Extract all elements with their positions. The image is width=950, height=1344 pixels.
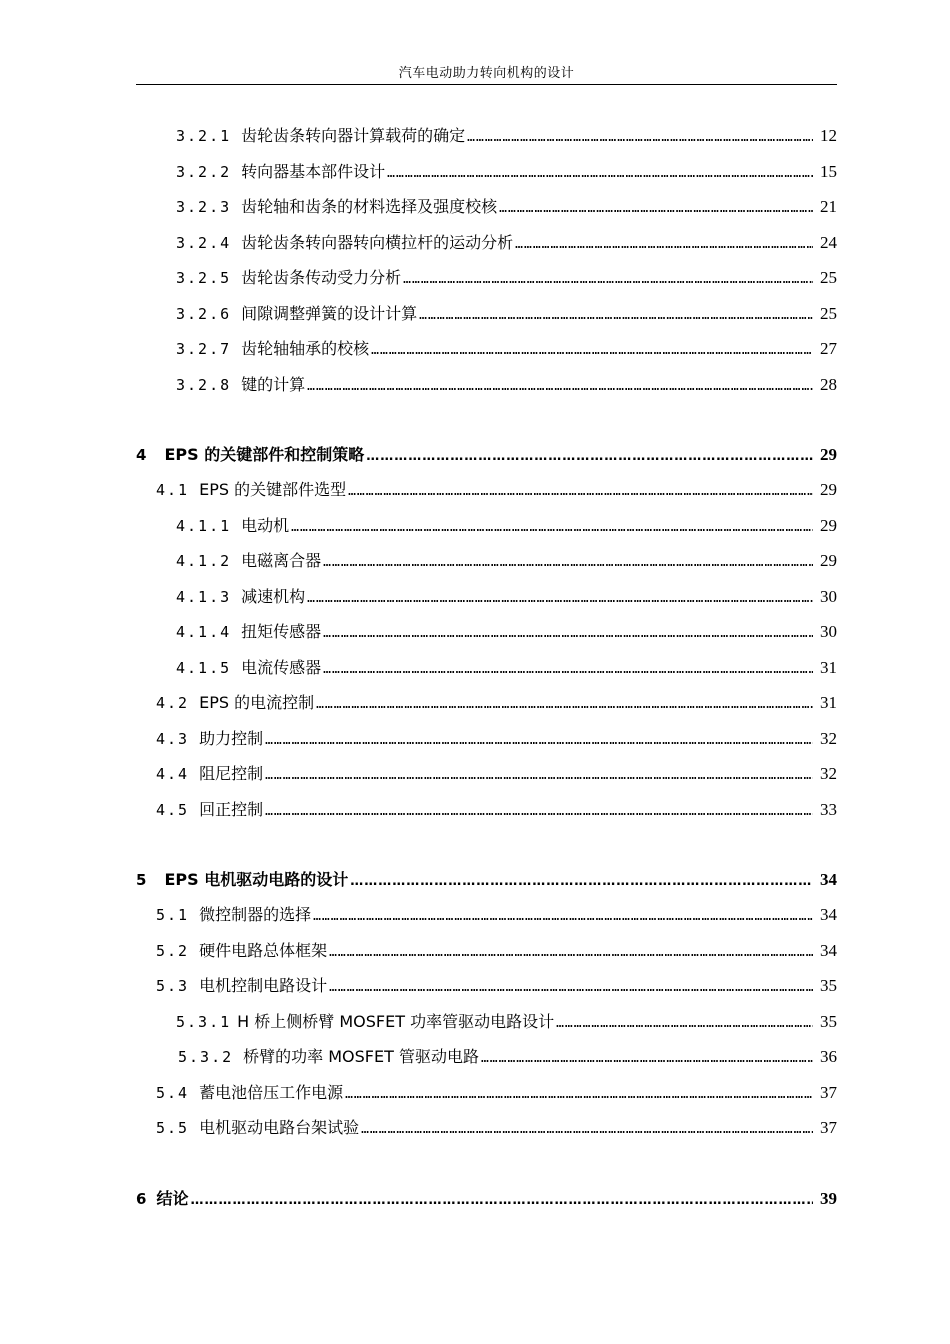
- toc-leader: [467, 127, 813, 149]
- toc-number: 4.2: [156, 694, 190, 712]
- toc-number: 4.1.2: [176, 552, 232, 570]
- toc-entry[interactable]: [156, 1117, 837, 1139]
- toc-leader: [265, 765, 813, 787]
- toc-page: 29: [820, 445, 837, 464]
- toc-entry[interactable]: [176, 232, 837, 254]
- toc-page: 33: [820, 800, 837, 819]
- toc-entry[interactable]: [156, 763, 837, 785]
- toc-leader: [387, 163, 813, 185]
- toc-number: 4.1.3: [176, 588, 232, 606]
- toc-number: 3.2.8: [176, 376, 232, 394]
- toc-title: 桥臂的功率 MOSFET 管驱动电路: [243, 1047, 479, 1066]
- toc-page: 31: [820, 658, 837, 677]
- toc-title: 转向器基本部件设计: [241, 162, 386, 181]
- toc-page: 32: [820, 729, 837, 748]
- toc-title: 减速机构: [241, 587, 306, 606]
- toc-number: 5.1: [156, 906, 190, 924]
- toc-number: 5.3.1: [176, 1013, 232, 1031]
- toc-leader: [350, 871, 813, 893]
- toc-title: 电流传感器: [241, 658, 322, 677]
- toc-leader: [307, 588, 813, 610]
- toc-entry[interactable]: [176, 161, 837, 183]
- toc-page: 24: [820, 233, 837, 252]
- toc-title: EPS 的关键部件和控制策略: [164, 445, 365, 464]
- toc-page: 21: [820, 197, 837, 216]
- toc-title: 电机控制电路设计: [199, 976, 328, 995]
- running-header: 汽车电动助力转向机构的设计: [398, 66, 575, 81]
- toc-page: 34: [820, 941, 837, 960]
- toc-title: EPS 的关键部件选型: [199, 480, 347, 499]
- toc-title: 阻尼控制: [199, 764, 264, 783]
- toc-leader: [419, 305, 813, 327]
- toc-title: 键的计算: [241, 375, 306, 394]
- toc-page: 34: [820, 905, 837, 924]
- toc-page: 31: [820, 693, 837, 712]
- toc-title: 微控制器的选择: [199, 905, 312, 924]
- toc-number: 6: [136, 1190, 147, 1208]
- toc-number: 4.1.5: [176, 659, 232, 677]
- toc-chapter[interactable]: [136, 444, 837, 466]
- toc-leader: [323, 623, 813, 645]
- toc-page: 25: [820, 268, 837, 287]
- toc-leader: [403, 269, 813, 291]
- toc-leader: [329, 977, 813, 999]
- toc-leader: [313, 906, 813, 928]
- toc-chapter[interactable]: [136, 869, 837, 891]
- toc-entry[interactable]: [176, 586, 837, 608]
- toc-number: 3.2.3: [176, 198, 232, 216]
- toc-page: 32: [820, 764, 837, 783]
- toc-number: 5.3: [156, 977, 190, 995]
- toc-entry[interactable]: [176, 657, 837, 679]
- toc-leader: [361, 1119, 813, 1141]
- toc-title: 齿轮齿条传动受力分析: [241, 268, 402, 287]
- toc-page: 34: [820, 870, 837, 889]
- toc-leader: [291, 517, 813, 539]
- toc-number: 4.1.4: [176, 623, 232, 641]
- toc-leader: [329, 942, 813, 964]
- toc-number: 4.3: [156, 730, 190, 748]
- toc-title: 结论: [156, 1189, 189, 1208]
- toc-title: 电磁离合器: [241, 551, 322, 570]
- toc-leader: [348, 481, 813, 503]
- toc-page: 29: [820, 551, 837, 570]
- toc-entry[interactable]: [176, 1011, 837, 1033]
- toc-page: 12: [820, 126, 837, 145]
- toc-leader: [481, 1048, 813, 1070]
- toc-entry[interactable]: [176, 550, 837, 572]
- toc-leader: [515, 234, 813, 256]
- toc-title: 电动机: [241, 516, 290, 535]
- toc-title: 齿轮轴轴承的校核: [241, 339, 370, 358]
- toc-number: 3.2.1: [176, 127, 232, 145]
- toc-page: 27: [820, 339, 837, 358]
- toc-title: 齿轮齿条转向器转向横拉杆的运动分析: [241, 233, 514, 252]
- toc-entry[interactable]: [156, 479, 837, 501]
- toc-entry[interactable]: [176, 515, 837, 537]
- toc-page: 37: [820, 1083, 837, 1102]
- toc-page: 28: [820, 375, 837, 394]
- toc-title: 电机驱动电路台架试验: [199, 1118, 360, 1137]
- toc-page: 35: [820, 1012, 837, 1031]
- toc-page: 37: [820, 1118, 837, 1137]
- toc-leader: [307, 376, 813, 398]
- toc-title: 齿轮轴和齿条的材料选择及强度校核: [241, 197, 498, 216]
- toc-page: 15: [820, 162, 837, 181]
- toc-number: 5.3.2: [178, 1048, 234, 1066]
- toc-title: 硬件电路总体框架: [199, 941, 328, 960]
- toc-number: 5.4: [156, 1084, 190, 1102]
- toc-number: 3.2.5: [176, 269, 232, 287]
- toc-leader: [323, 659, 813, 681]
- toc-number: 4.4: [156, 765, 190, 783]
- toc-entry[interactable]: [176, 125, 837, 147]
- toc-number: 5.2: [156, 942, 190, 960]
- toc-leader: [345, 1084, 813, 1106]
- toc-entry[interactable]: [176, 374, 837, 396]
- toc-number: 3.2.4: [176, 234, 232, 252]
- toc-page: 30: [820, 622, 837, 641]
- toc-leader: [366, 446, 813, 468]
- toc-leader: [556, 1013, 813, 1035]
- toc-entry[interactable]: [176, 338, 837, 360]
- toc-title: 齿轮齿条转向器计算载荷的确定: [241, 126, 466, 145]
- toc-entry[interactable]: [176, 267, 837, 289]
- toc-page: 29: [820, 516, 837, 535]
- toc-leader: [323, 552, 813, 574]
- toc-number: 4.1.1: [176, 517, 232, 535]
- toc-entry[interactable]: [156, 799, 837, 821]
- toc-leader: [190, 1190, 813, 1212]
- toc-page: 35: [820, 976, 837, 995]
- toc-title: 间隙调整弹簧的设计计算: [241, 304, 418, 323]
- toc-title: 蓄电池倍压工作电源: [199, 1083, 344, 1102]
- toc-number: 4: [136, 446, 147, 464]
- toc-title: 助力控制: [199, 729, 264, 748]
- toc-entry[interactable]: [156, 940, 837, 962]
- toc-number: 3.2.7: [176, 340, 232, 358]
- toc-page: 30: [820, 587, 837, 606]
- toc-leader: [265, 801, 813, 823]
- toc-page: 39: [820, 1189, 837, 1208]
- toc-entry[interactable]: [176, 303, 837, 325]
- toc-page: 36: [820, 1047, 837, 1066]
- toc-entry[interactable]: [156, 728, 837, 750]
- toc-page: 29: [820, 480, 837, 499]
- toc-title: 回正控制: [199, 800, 264, 819]
- toc-number: 3.2.2: [176, 163, 232, 181]
- toc-entry[interactable]: [156, 975, 837, 997]
- header-rule: [136, 84, 837, 85]
- toc-entry[interactable]: [178, 1046, 837, 1068]
- toc-title: EPS 的电流控制: [199, 693, 315, 712]
- toc-number: 5: [136, 871, 147, 889]
- toc-number: 5.5: [156, 1119, 190, 1137]
- toc-number: 4.1: [156, 481, 190, 499]
- toc-number: 4.5: [156, 801, 190, 819]
- toc-title: 扭矩传感器: [241, 622, 322, 641]
- toc-entry[interactable]: [156, 904, 837, 926]
- toc-leader: [316, 694, 813, 716]
- toc-leader: [371, 340, 813, 362]
- toc-chapter[interactable]: [136, 1188, 837, 1210]
- toc-number: 3.2.6: [176, 305, 232, 323]
- toc-leader: [265, 730, 813, 752]
- toc-entry[interactable]: [156, 692, 837, 714]
- toc-leader: [499, 198, 813, 220]
- toc-title: H 桥上侧桥臂 MOSFET 功率管驱动电路设计: [237, 1012, 555, 1031]
- toc-title: EPS 电机驱动电路的设计: [164, 870, 349, 889]
- toc-entry[interactable]: [176, 621, 837, 643]
- toc-entry[interactable]: [176, 196, 837, 218]
- toc-entry[interactable]: [156, 1082, 837, 1104]
- toc-page: 25: [820, 304, 837, 323]
